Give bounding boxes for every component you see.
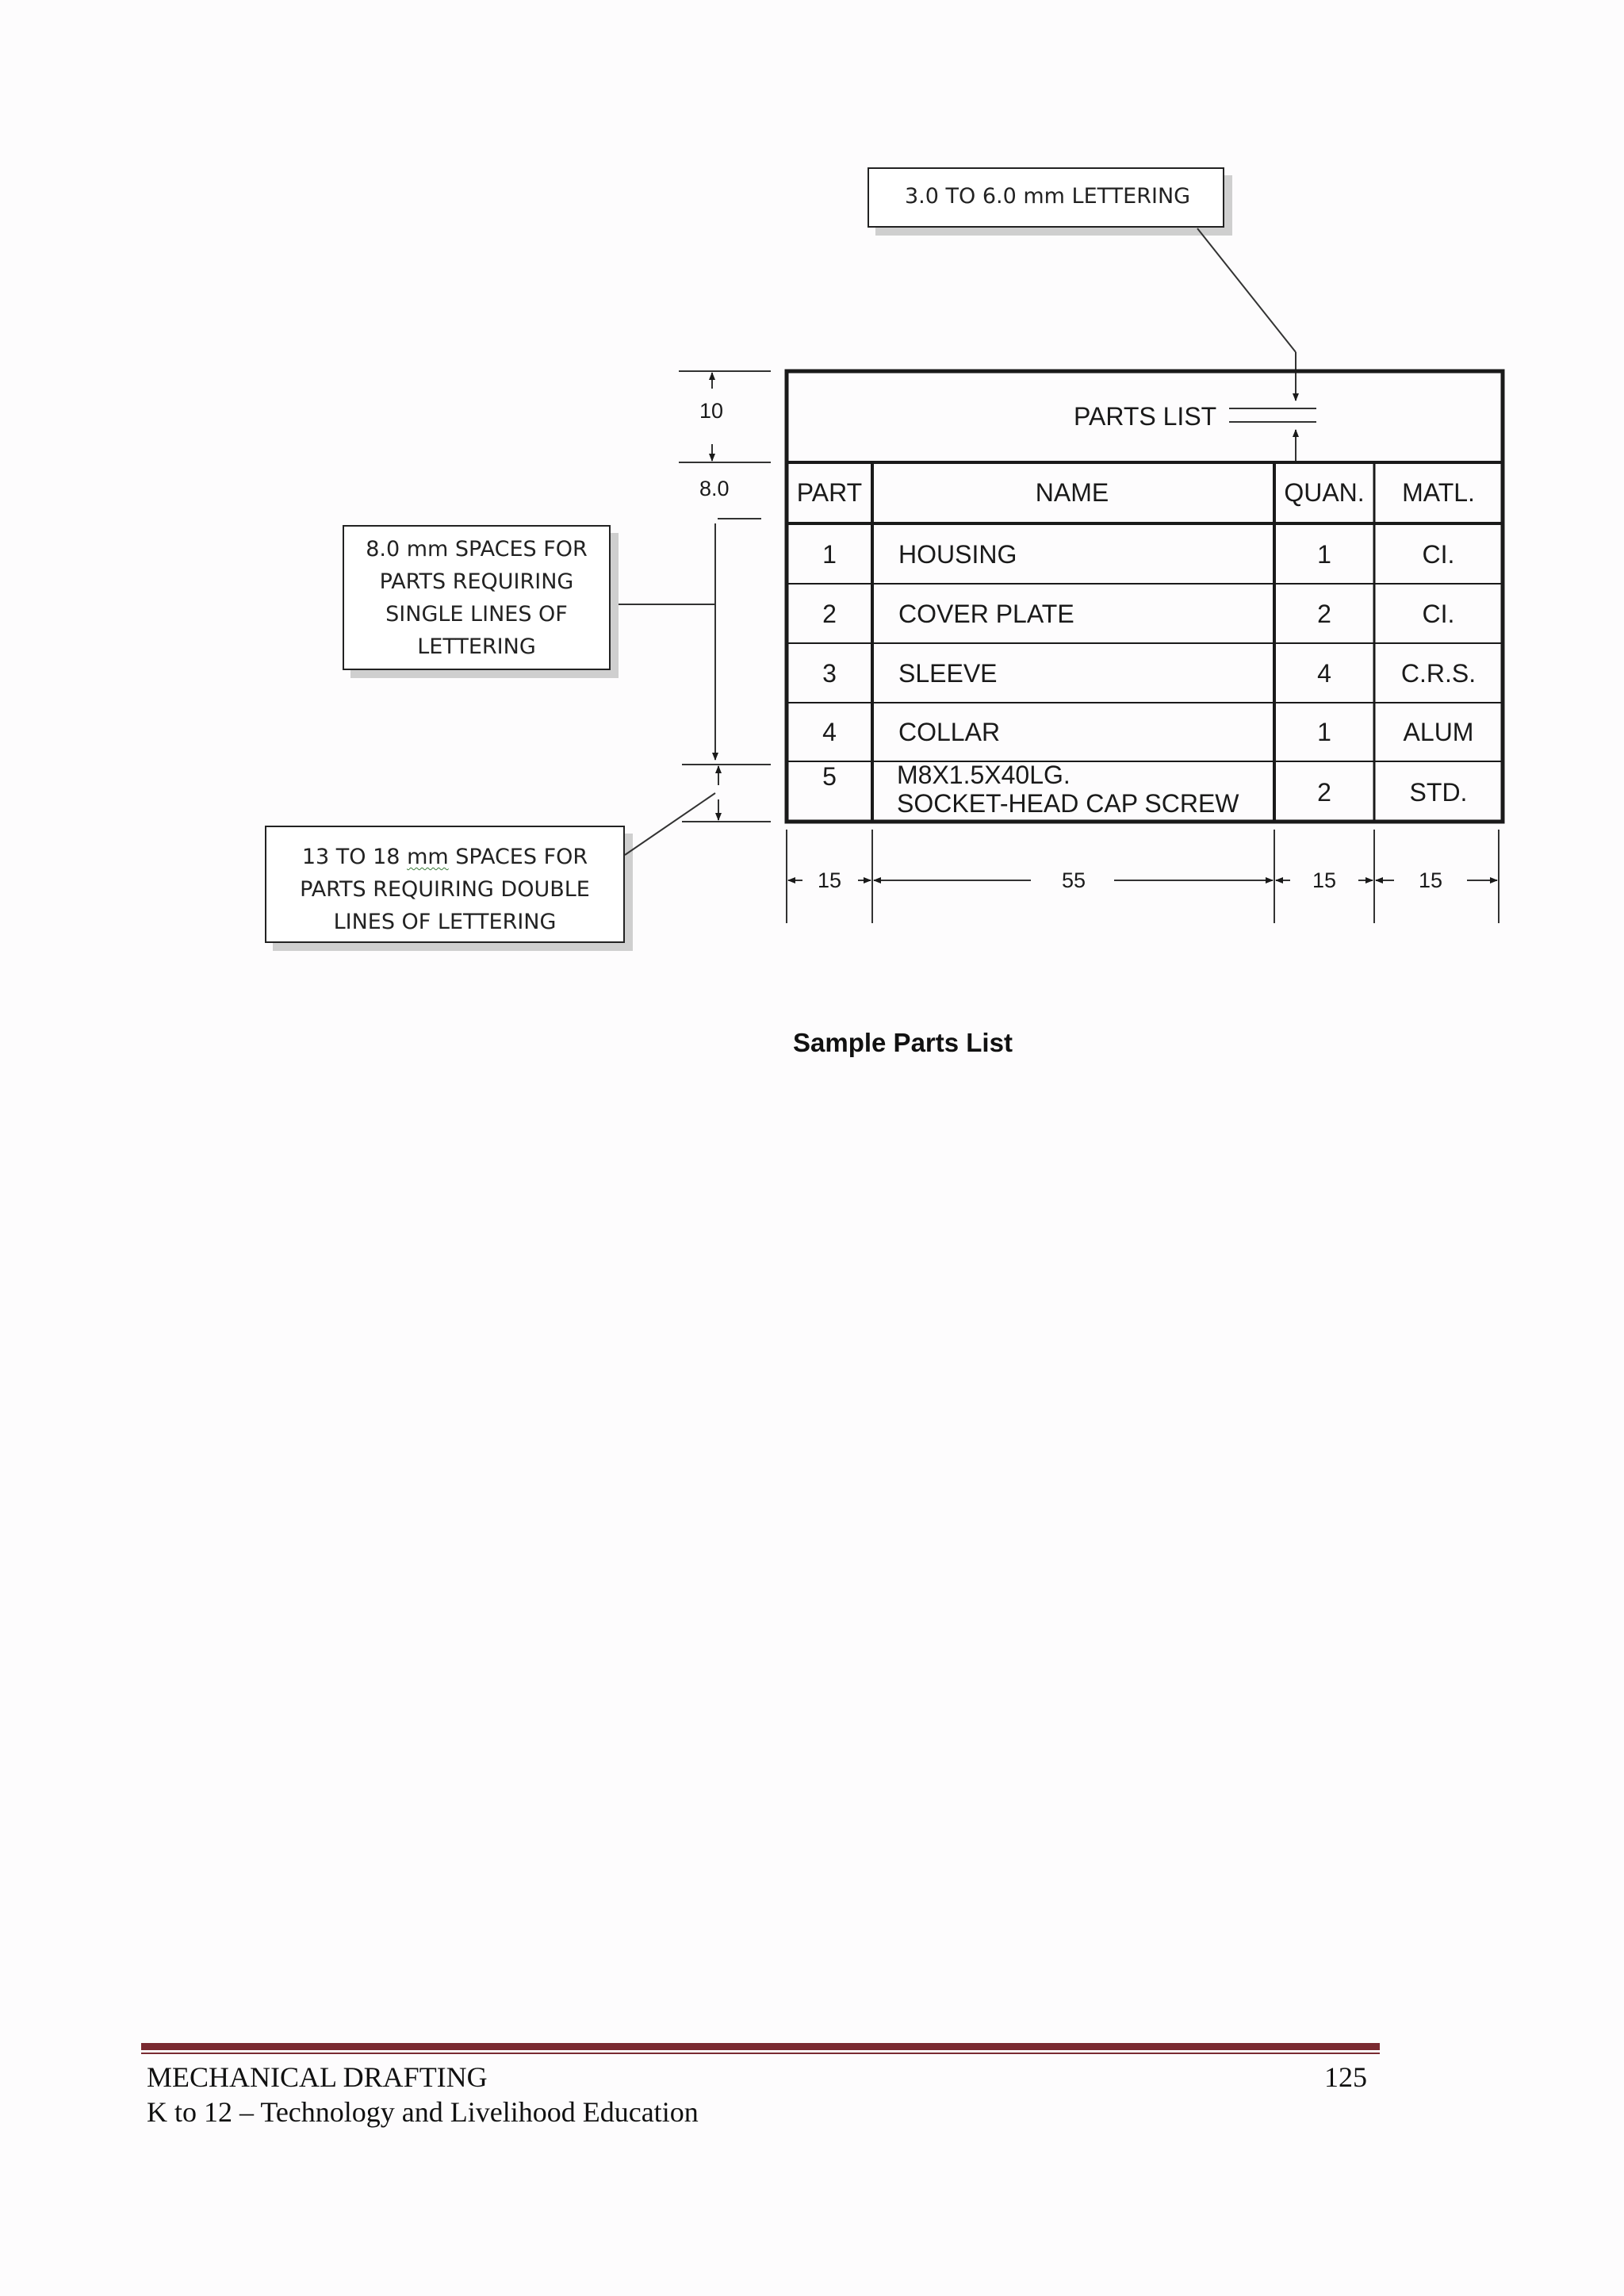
footer-course: K to 12 – Technology and Livelihood Education [147, 2096, 699, 2128]
parts-table-border [787, 371, 1503, 822]
footer-rule-thick [141, 2043, 1380, 2050]
row-3-matl: C.R.S. [1400, 659, 1477, 688]
row-2-name: COVER PLATE [898, 600, 1074, 628]
row-4-quan: 1 [1317, 718, 1331, 746]
row-2-quan: 2 [1317, 600, 1331, 628]
dim-col-part-width: 15 [817, 868, 842, 892]
dim-header-row-height: 8.0 [699, 477, 730, 500]
footer-subject: MECHANICAL DRAFTING [147, 2061, 488, 2093]
header-part: PART [796, 478, 863, 507]
callout-double-line-2: PARTS REQUIRING DOUBLE [300, 877, 590, 902]
header-quan: QUAN. [1284, 478, 1365, 507]
footer-rule-thin [141, 2053, 1380, 2054]
row-3-quan: 4 [1317, 659, 1331, 688]
callout-double-unit: mm [407, 845, 449, 869]
dim-col-matl-width: 15 [1418, 868, 1443, 892]
row-5-quan: 2 [1317, 778, 1331, 807]
parts-list-title: PARTS LIST [1074, 402, 1217, 431]
row-5-matl: STD. [1409, 778, 1468, 807]
row-2-matl: CI. [1422, 600, 1455, 628]
dim-title-row-height: 10 [699, 399, 724, 423]
row-5-name-line-1: M8X1.5X40LG. [897, 761, 1071, 789]
row-1-matl: CI. [1422, 540, 1455, 569]
row-2-part: 2 [822, 600, 837, 628]
row-5-name-line-2: SOCKET-HEAD CAP SCREW [897, 789, 1239, 818]
dim-col-quan-width: 15 [1312, 868, 1337, 892]
callout-lettering-height-text: 3.0 TO 6.0 mm LETTERING [905, 184, 1191, 209]
row-3-part: 3 [822, 659, 837, 688]
row-5-part: 5 [822, 762, 837, 791]
dim-col-name-width: 55 [1061, 868, 1086, 892]
callout-double-line-1-prefix: 13 TO 18 [301, 845, 408, 869]
callout-double-line-1-suffix: SPACES FOR [448, 845, 588, 869]
leader-lettering-height [1197, 228, 1296, 352]
row-1-part: 1 [822, 540, 837, 569]
row-4-name: COLLAR [898, 718, 1001, 746]
page-number: 125 [1324, 2061, 1367, 2093]
row-1-quan: 1 [1317, 540, 1331, 569]
header-matl: MATL. [1402, 478, 1475, 507]
callout-single-line-3: SINGLE LINES OF [385, 602, 568, 627]
leader-double-line-callout [625, 793, 715, 855]
row-1-name: HOUSING [898, 540, 1017, 569]
callout-single-line-1: 8.0 mm SPACES FOR [366, 537, 588, 562]
callout-single-line-4: LETTERING [417, 634, 536, 659]
header-name: NAME [1035, 478, 1109, 507]
row-4-matl: ALUM [1403, 718, 1474, 746]
callout-double-line-3: LINES OF LETTERING [333, 910, 557, 934]
row-4-part: 4 [822, 718, 837, 746]
row-3-name: SLEEVE [898, 659, 998, 688]
figure-caption: Sample Parts List [793, 1028, 1013, 1057]
callout-single-line-2: PARTS REQUIRING [379, 569, 574, 594]
